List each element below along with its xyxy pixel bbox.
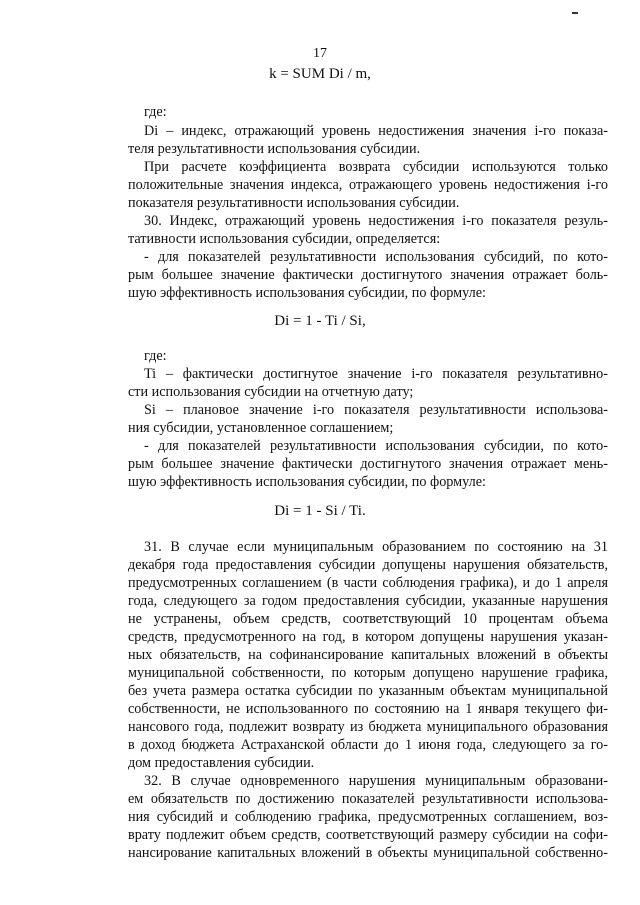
text-line: дом предоставления субсидии.	[128, 755, 315, 771]
text-line: ных обязательств, на софинансирование капитальных вложений в объекты	[128, 647, 608, 663]
text-line: теля результативности использования субсидии.	[128, 141, 421, 157]
text-line: положительные значения индекса, отражающего уровень недостижения i-го	[128, 177, 608, 193]
text-line: 30. Индекс, отражающий уровень недостижения i-го показателя резуль-	[144, 213, 608, 229]
text-line: 31. В случае если муниципальным образованием по состоянию на 31	[144, 539, 608, 555]
text-line: тативности использования субсидии, определяется:	[128, 231, 441, 247]
text-line: Si – плановое значение i-го показателя результативности использова-	[144, 402, 608, 418]
text-line: ем обязательств по достижению показателей результативности использова-	[128, 791, 608, 807]
text-line: муниципальной собственности, по которым допущено нарушение графика,	[128, 665, 608, 681]
text-line: собственности, не использованного по состоянию на 1 января текущего фи-	[128, 701, 608, 717]
text-line: показателя результативности использования субсидии.	[128, 195, 460, 211]
text-line: предусмотренных соглашением (в части соблюдения графика), и до 1 апреля	[128, 575, 608, 591]
text-line: шую эффективность использования субсидии, по формуле:	[128, 474, 486, 490]
text-line: сти использования субсидии на отчетную дату;	[128, 384, 414, 400]
text-line: рым большее значение фактически достигнутого значения отражает мень-	[128, 456, 608, 472]
text-line: врату подлежит объем средств, соответствующий размеру субсидии на софи-	[128, 827, 608, 843]
text-line: шую эффективность использования субсидии, по формуле:	[128, 285, 486, 301]
text-line: года, следующего за годом предоставления субсидии, указанные нарушения	[128, 593, 608, 609]
text-line: - для показателей результативности использования субсидий, по кото-	[144, 249, 608, 265]
text-line: где:	[144, 104, 167, 120]
text-line: Ti – фактически достигнутое значение i-го показателя результативно-	[144, 366, 608, 382]
text-line: нансирование капитальных вложений в объекты муниципальной собственно-	[128, 845, 608, 861]
page-number: 17	[313, 46, 327, 61]
text-line: Di – индекс, отражающий уровень недостижения значения i-го показа-	[144, 123, 608, 139]
text-line: без учета размера остатка субсидии по указанным объектам муниципальной	[128, 683, 608, 699]
text-line: в доход бюджета Астраханской области до 1 июня года, следующего за го-	[128, 737, 608, 753]
text-line: При расчете коэффициента возврата субсидии используются только	[144, 159, 608, 175]
formula-2: Di = 1 - Si / Ti.	[274, 503, 366, 519]
formula-k: k = SUM Di / m,	[269, 66, 371, 82]
text-line: нансового года, подлежит возврату из бюджета муниципального образования	[128, 719, 608, 735]
text-line: не устранены, объем средств, соответствующий 10 процентам объема	[128, 611, 608, 627]
text-line: 32. В случае одновременного нарушения муниципальным образовани-	[144, 773, 608, 789]
text-line: ния субсидии, установленное соглашением;	[128, 420, 394, 436]
text-line: средств, предусмотренного на год, в котором допущены нарушения указан-	[128, 629, 608, 645]
text-line: декабря года предоставления субсидии допущены нарушения обязательств,	[128, 557, 608, 573]
text-line: ния субсидий и соблюдению графика, предусмотренных соглашением, воз-	[128, 809, 608, 825]
scan-mark	[572, 12, 578, 14]
text-line: - для показателей результативности использования субсидии, по кото-	[144, 438, 608, 454]
text-line: где:	[144, 348, 167, 364]
formula-1: Di = 1 - Ti / Si,	[274, 313, 366, 329]
text-line: рым большее значение фактически достигнутого значения отражает боль-	[128, 267, 608, 283]
